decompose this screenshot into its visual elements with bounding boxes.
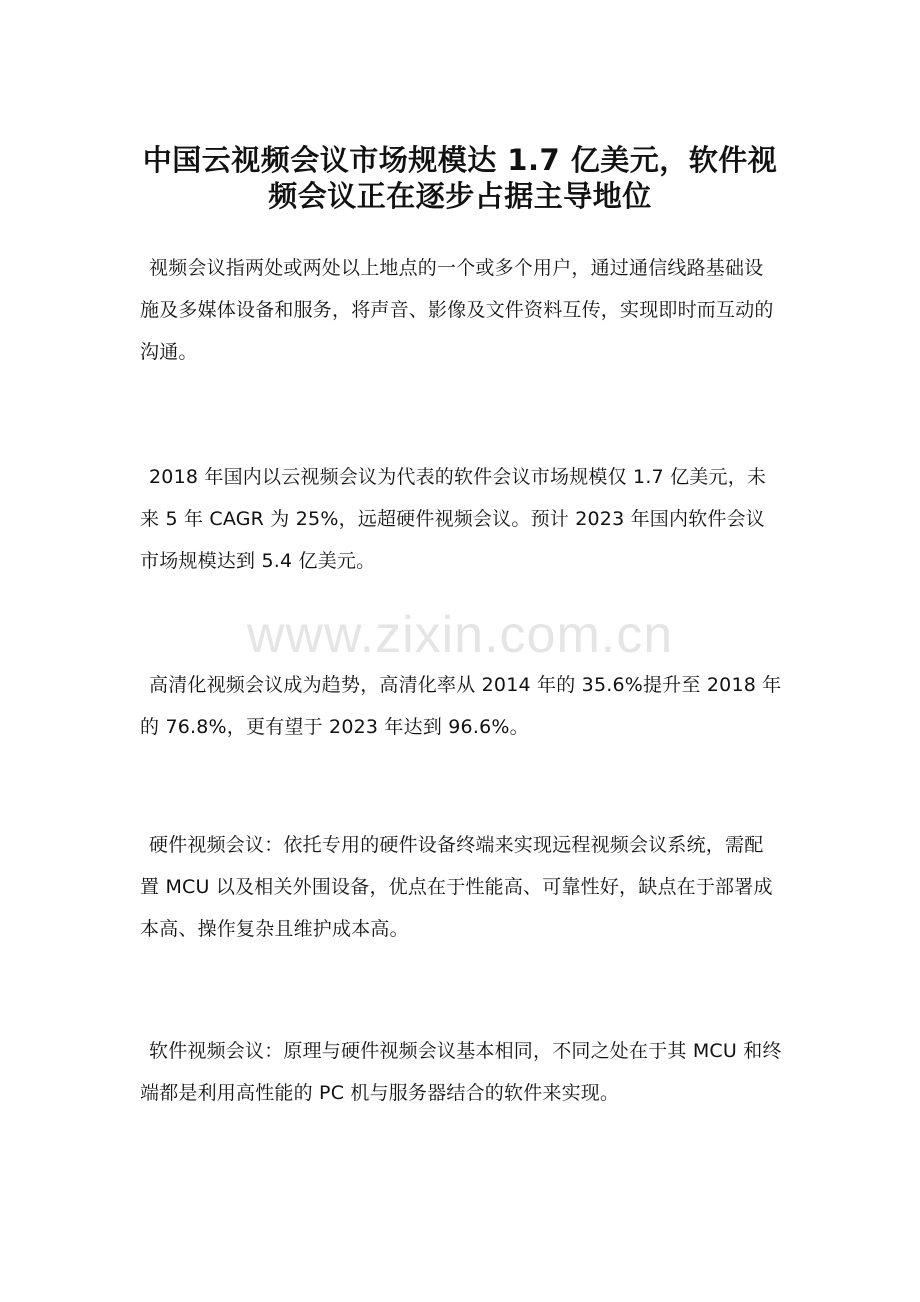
paragraph-hd-trend: 高清化视频会议成为趋势，高清化率从 2014 年的 35.6%提升至 2018 年的 76.8%，更有望于 2023 年达到 96.6%。	[140, 674, 782, 738]
paragraph-software-conference: 软件视频会议：原理与硬件视频会议基本相同，不同之处在于其 MCU 和终端都是利用高性能的 PC 机与服务器结合的软件来实现。	[140, 1040, 782, 1104]
document-title: 中国云视频会议市场规模达 1.7 亿美元，软件视频会议正在逐步占据主导地位	[142, 143, 778, 213]
paragraph-market-size: 2018 年国内以云视频会议为代表的软件会议市场规模仅 1.7 亿美元，未来 5 年 CAGR 为 25%，远超硬件视频会议。预计 2023 年国内软件会议市场规模达到 5.4 亿美元。	[140, 466, 767, 572]
paragraph-hardware-conference: 硬件视频会议：依托专用的硬件设备终端来实现远程视频会议系统，需配置 MCU 以及相关外围设备，优点在于性能高、可靠性好，缺点在于部署成本高、操作复杂且维护成本高。	[140, 834, 773, 940]
watermark: www.zixin.com.cn	[246, 606, 674, 664]
paragraph-definition: 视频会议指两处或两处以上地点的一个或多个用户，通过通信线路基础设施及多媒体设备和服务，将声音、影像及文件资料互传，实现即时而互动的沟通。	[140, 257, 774, 363]
